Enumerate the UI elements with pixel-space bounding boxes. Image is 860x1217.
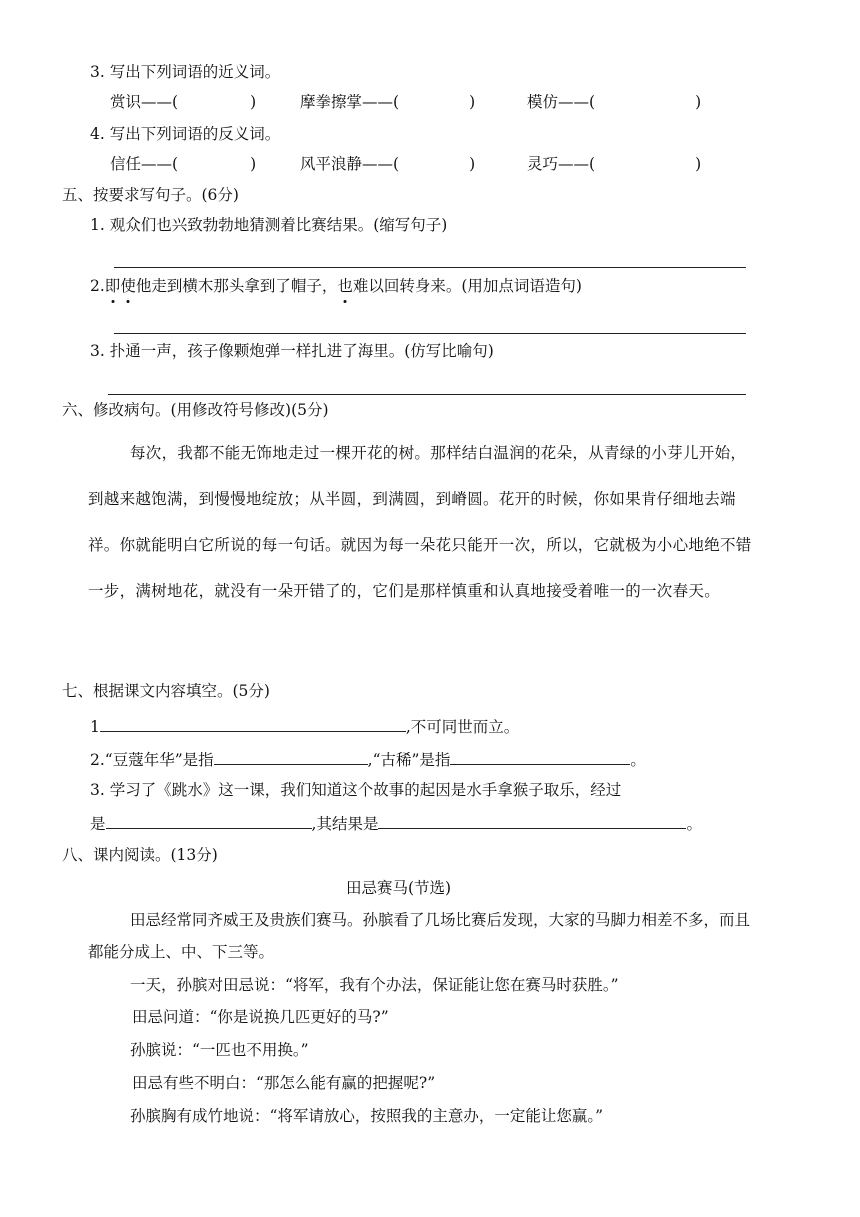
sentence-2: 2.即使他走到横木那头拿到了帽子，也难以回转身来。(用加点词语造句) [90,277,582,295]
sentence-1: 1. 观众们也兴致勃勃地猜测着比赛结果。(缩写句子) [90,216,448,234]
dotted-char-ji: 即 [104,277,121,295]
q3-item-3: 模仿——( ) [527,93,702,111]
section-6-title: 六、修改病句。(用修改符号修改)(5分) [62,401,329,419]
passage-line-1: 一天，孙膑对田忌说：“将军，我有个办法，保证能让您在赛马时获胜。” [130,976,619,994]
q3-item-2: 摩拳擦掌——( ) [300,93,476,111]
fill-1: 1 ,不可同世而立。 [90,715,519,737]
q4-title: 4. 写出下列词语的反义词。 [90,125,281,143]
dotted-char-ye: 也 [337,277,353,295]
section-7-title: 七、根据课文内容填空。(5分) [62,682,270,700]
answer-line-3[interactable] [108,394,746,395]
passage-line-2: 田忌问道：“你是说换几匹更好的马?” [132,1008,389,1026]
blank-2a[interactable] [214,748,368,765]
faulty-paragraph: 每次，我都不能无饰地走过一棵开花的树。那样结白温润的花朵，从青绿的小芽儿开始，到越来越饱满，到慢慢地绽放；从半圆，到满圆，到嵴圆。花开的时候，你如果肯仔细地去端祥。你就能明白它所说的每一句话。就因为每一朵花只能开一次，所以，它就极为小心地绝不错一步，满树地花，就没有一朵开错了的，它们是那样慎重和认真地接受着唯一的一次春天。 [88,444,752,600]
q4-item-3: 灵巧——( ) [527,155,702,173]
passage-line-4: 田忌有些不明白：“那怎么能有赢的把握呢?” [132,1074,436,1092]
blank-3a[interactable] [106,812,312,829]
passage-title: 田忌赛马(节选) [346,879,452,897]
fill-2: 2.“豆蔻年华”是指 ,“古稀”是指 。 [90,748,646,770]
passage-line-3: 孙膑说：“一匹也不用换。” [130,1041,309,1059]
fill-3-line-2: 是 ,其结果是 。 [90,812,702,834]
fill-3-line-1: 3. 学习了《跳水》这一课，我们知道这个故事的起因是水手拿猴子取乐，经过 [90,781,622,799]
blank-1[interactable] [100,715,406,732]
answer-line-2[interactable] [114,333,746,334]
blank-2b[interactable] [450,748,630,765]
sentence-3: 3. 扑通一声，孩子像颗炮弹一样扎进了海里。(仿写比喻句) [90,342,494,360]
dotted-char-shi: 使 [120,277,136,295]
q4-item-2: 风平浪静——( ) [300,155,476,173]
q3-item-1: 赏识——( ) [110,93,257,111]
passage-line-5: 孙膑胸有成竹地说：“将军请放心，按照我的主意办，一定能让您赢。” [130,1107,604,1125]
q4-item-1: 信任——( ) [110,155,257,173]
section-8-title: 八、课内阅读。(13分) [62,846,218,864]
section-5-title: 五、按要求写句子。(6分) [62,186,239,204]
answer-line-1[interactable] [114,267,746,268]
passage-paragraph-1: 田忌经常同齐威王及贵族们赛马。孙膑看了几场比赛后发现，大家的马脚力相差不多，而且都能分成上、中、下三等。 [88,911,751,961]
blank-3b[interactable] [378,812,686,829]
q3-title: 3. 写出下列词语的近义词。 [90,63,281,81]
